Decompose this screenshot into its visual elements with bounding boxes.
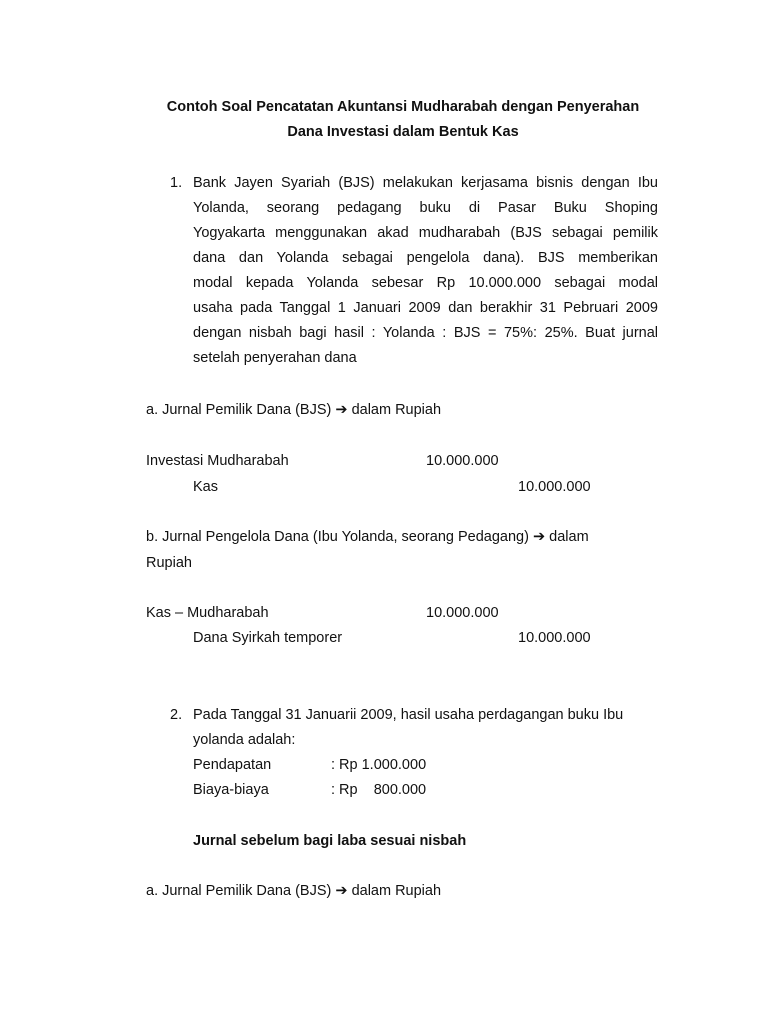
item-1-line-3: Yogyakarta menggunakan akad mudharabah (BJS sebagai pemilik — [193, 225, 658, 241]
journal-b-debit-account: Kas – Mudharabah — [146, 605, 269, 621]
journal-b-heading-text: b. Jurnal Pengelola Dana (Ibu Yolanda, seorang Pedagang) — [146, 529, 529, 545]
journal-c-heading — [146, 881, 441, 901]
right-arrow-icon: ➔ — [335, 402, 348, 418]
journal-a-heading — [146, 400, 441, 420]
item-1-line-2: Yolanda, seorang pedagang buku di Pasar Buku Shoping — [193, 200, 658, 216]
item-2-row-label: Pendapatan — [193, 757, 272, 773]
journal-b-credit-amount: 10.000.000 — [518, 630, 591, 646]
item-2-row-label: Biaya-biaya — [193, 782, 269, 798]
journal-b-credit-account: Dana Syirkah temporer — [193, 630, 343, 646]
right-arrow-icon: ➔ — [335, 883, 348, 899]
item-2-line-2: yolanda adalah: — [193, 732, 296, 748]
journal-a-credit-account: Kas — [193, 479, 218, 495]
right-arrow-icon: ➔ — [532, 529, 546, 545]
journal-a-heading-suffix: dalam Rupiah — [351, 402, 442, 418]
journal-a-credit-amount: 10.000.000 — [518, 479, 591, 495]
journal-b-heading-line-2: Rupiah — [146, 555, 192, 571]
item-1-line-1: Bank Jayen Syariah (BJS) melakukan kerjasama bisnis dengan Ibu — [193, 175, 658, 191]
journal-b-heading — [146, 527, 589, 547]
item-1-number: 1. — [170, 175, 183, 191]
journal-b-heading-suffix: dalam — [549, 529, 589, 545]
item-1-line-6: usaha pada Tanggal 1 Januari 2009 dan berakhir 31 Pebruari 2009 — [193, 300, 658, 316]
journal-c-heading-text: a. Jurnal Pemilik Dana (BJS) — [146, 883, 332, 899]
journal-c-heading-suffix: dalam Rupiah — [351, 883, 442, 899]
item-2-line-1: Pada Tanggal 31 Januarii 2009, hasil usaha perdagangan buku Ibu — [193, 707, 624, 723]
item-1-line-7: dengan nisbah bagi hasil : Yolanda : BJS = 75%: 25%. Buat jurnal — [193, 325, 658, 341]
journal-a-debit-account: Investasi Mudharabah — [146, 453, 289, 469]
item-1-line-4: dana dan Yolanda sebagai pengelola dana). BJS memberikan — [193, 250, 658, 266]
journal-a-heading-text: a. Jurnal Pemilik Dana (BJS) — [146, 402, 332, 418]
item-1-line-5: modal kepada Yolanda sebesar Rp 10.000.000 sebagai modal — [193, 275, 658, 291]
item-2-row-value: : Rp 1.000.000 — [331, 757, 427, 773]
item-2-row-value: : Rp 800.000 — [331, 782, 427, 798]
item-2-subheading: Jurnal sebelum bagi laba sesuai nisbah — [193, 833, 467, 849]
item-1-line-8: setelah penyerahan dana — [193, 350, 357, 366]
item-2-number: 2. — [170, 707, 183, 723]
document-title-line-1: Contoh Soal Pencatatan Akuntansi Mudharabah dengan Penyerahan — [166, 99, 640, 115]
journal-a-debit-amount: 10.000.000 — [426, 453, 499, 469]
document-title-line-2: Dana Investasi dalam Bentuk Kas — [287, 124, 519, 140]
journal-b-debit-amount: 10.000.000 — [426, 605, 499, 621]
